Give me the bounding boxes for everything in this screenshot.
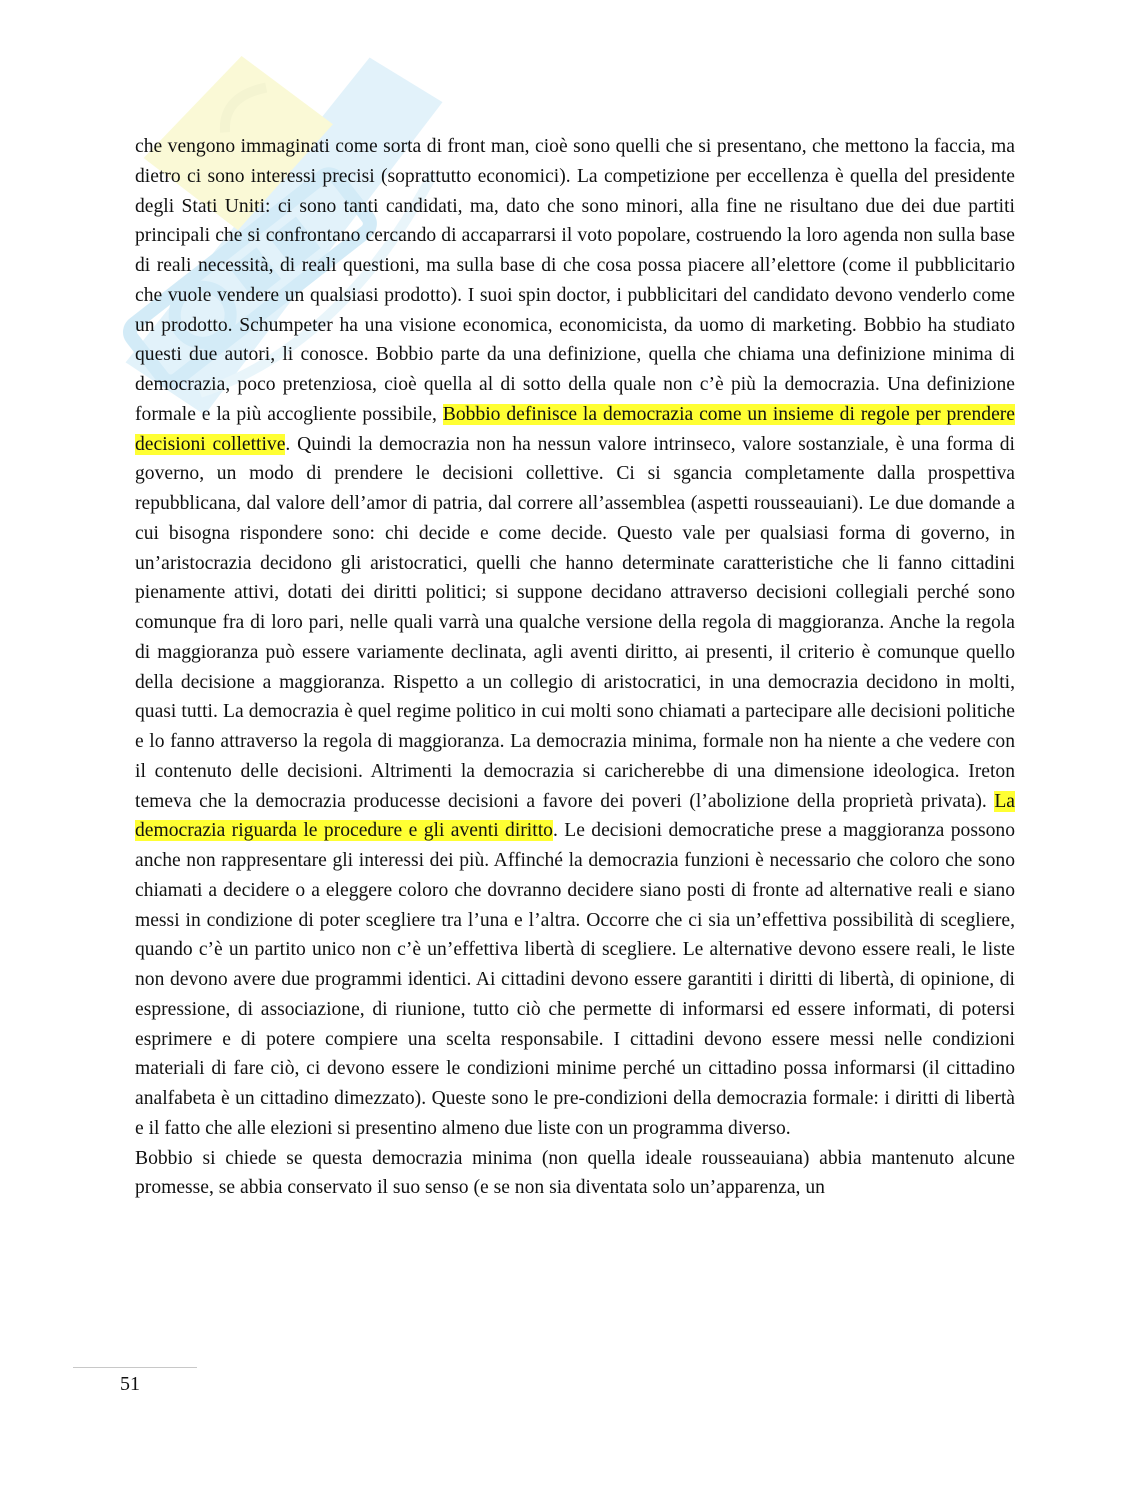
footer-divider (73, 1367, 197, 1368)
text-run: Bobbio si chiede se questa democrazia minima (non quella ideale rousseauiana) abbia mantenuto alcune promesse, se abbia conservato il suo senso (e se non sia diventata solo un’apparenza, un (135, 1147, 1015, 1199)
paragraph (135, 132, 1015, 1144)
text-run: . Le decisioni democratiche prese a maggioranza possono anche non rappresentare gli interessi dei più. Affinché la democrazia funzioni è necessario che coloro che sono chiamati a decidere o a eleggere coloro che dovranno decidere siano posti di fronte ad alternative reali e siano messi in condizione di poter scegliere tra l’una e l’altra. Occorre che ci sia un’effettiva possibilità di scegliere, quando c’è un partito unico non c’è un’effettiva libertà di scegliere. Le alternative devono essere reali, le liste non devono avere due programmi identici. Ai cittadini devono essere garantiti i diritti di libertà, di opinione, di espressione, di associazione, di riunione, tutto ciò che permette di informarsi ed essere informati, di potersi esprimere e di potere compiere una scelta responsabile. I cittadini devono essere messi nelle condizioni materiali di fare ciò, ci devono essere le condizioni minime perché un cittadino possa informarsi (il cittadino analfabeta è un cittadino dimezzato). Queste sono le pre-condizioni della democrazia formale: i diritti di libertà e il fatto che alle elezioni si presentino almeno due liste con un programma diverso. (135, 820, 1015, 1139)
highlighted-text: La democrazia riguarda le procedure e gli aventi diritto (135, 790, 1015, 842)
text-run: . Quindi la democrazia non ha nessun valore intrinseco, valore sostanziale, è una forma di governo, un modo di prendere le decisioni collettive. Ci si sgancia completamente dalla prospettiva repubblicana, dal valore dell’amor di patria, dal correre all’assemblea (aspetti rousseauiani). Le due domande a cui bisogna rispondere sono: chi decide e come decide. Questo vale per qualsiasi forma di governo, in un’aristocrazia decidono gli aristocratici, quelli che hanno determinate caratteristiche che li fanno cittadini pienamente attivi, dotati dei diritti politici; si suppone decidano attraverso decisioni collegiali perché sono comunque fra di loro pari, nelle quali varrà una qualche versione della regola di maggioranza. Anche la regola di maggioranza può essere variamente declinata, agli aventi diritto, ai presenti, il criterio è comunque quello della decisione a maggioranza. Rispetto a un collegio di aristocratici, in una democrazia decidono in molti, quasi tutti. La democrazia è quel regime politico in cui molti sono chiamati a partecipare alle decisioni politiche e lo fanno attraverso la regola di maggioranza. La democrazia minima, formale non ha niente a che vedere con il contenuto delle decisioni. Altrimenti la democrazia si caricherebbe di una dimensione ideologica. Ireton temeva che la democrazia producesse decisioni a favore dei poveri (l’abolizione della proprietà privata). (135, 433, 1015, 812)
document-body (135, 132, 1015, 1203)
highlighted-text: Bobbio definisce la democrazia come un insieme di regole per prendere decisioni collettive (135, 403, 1016, 455)
page-number: 51 (120, 1373, 140, 1395)
text-run: che vengono immaginati come sorta di front man, cioè sono quelli che si presentano, che mettono la faccia, ma dietro ci sono interessi precisi (soprattutto economici). La competizione per eccellenza è quella del presidente degli Stati Uniti: ci sono tanti candidati, ma, dato che sono minori, alla fine ne risultano due dei due partiti principali che si confrontano cercando di accaparrarsi il voto popolare, costruendo la loro agenda non sulla base di reali necessità, di reali questioni, ma sulla base di che cosa possa piacere all’elettore (come il pubblicitario che vuole vendere un qualsiasi prodotto). I suoi spin doctor, i pubblicitari del candidato devono venderlo come un prodotto. Schumpeter ha una visione economica, economicista, da uomo di marketing. Bobbio ha studiato questi due autori, li conosce. Bobbio parte da una definizione, quella che chiama una definizione minima di democrazia, poco pretenziosa, cioè quella al di sotto della quale non c’è più la democrazia. Una definizione formale e la più accogliente possibile, (135, 136, 1015, 425)
paragraph (135, 1144, 1015, 1204)
